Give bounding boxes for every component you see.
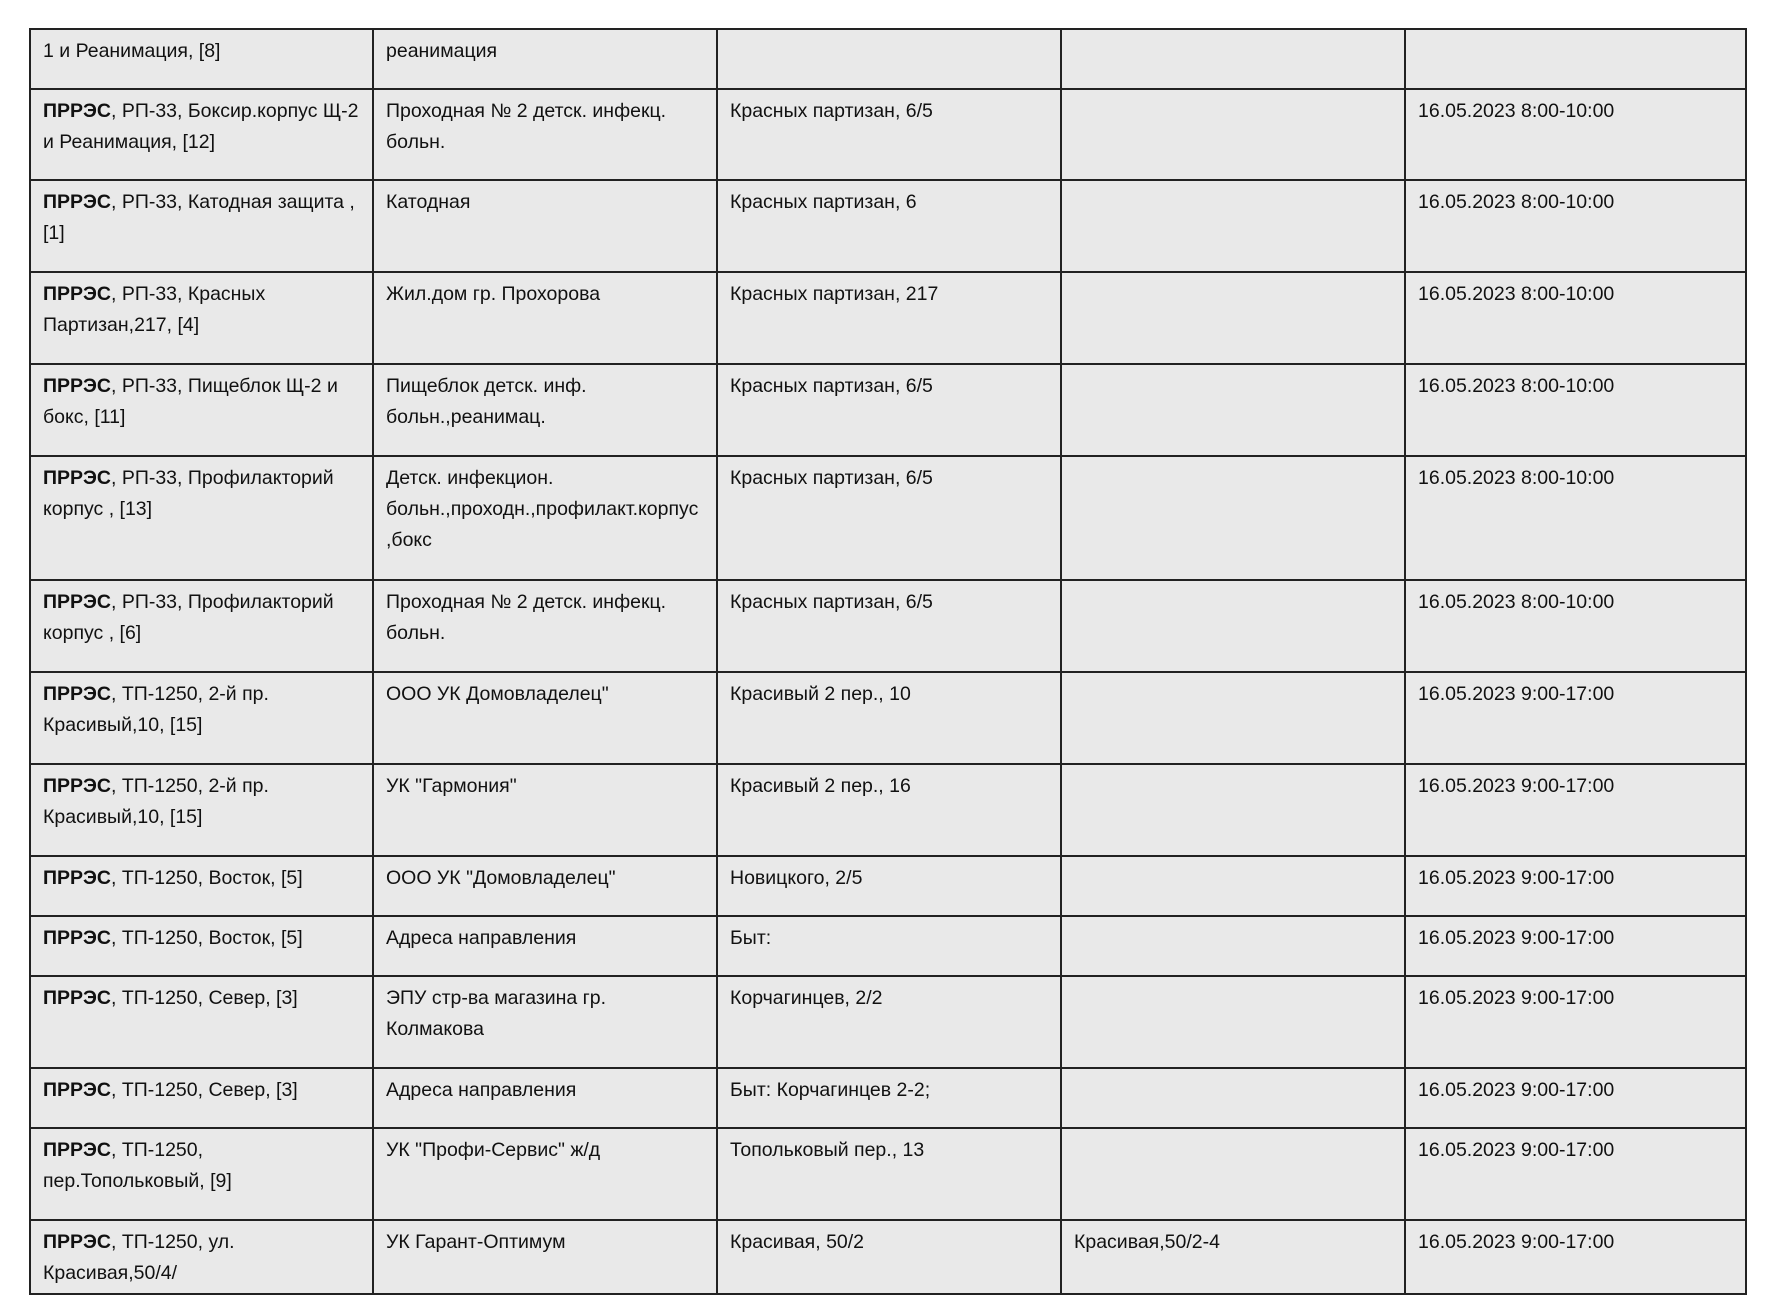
org-name: ПРРЭС <box>43 867 111 889</box>
table-row <box>30 364 1746 456</box>
cell-time: 16.05.2023 9:00-17:00 <box>1405 916 1746 976</box>
cell-address: Быт: Корчагинцев 2-2; <box>717 1068 1061 1128</box>
cell-time: 16.05.2023 9:00-17:00 <box>1405 672 1746 764</box>
cell-time: 16.05.2023 8:00-10:00 <box>1405 456 1746 580</box>
cell-time: 16.05.2023 9:00-17:00 <box>1405 856 1746 916</box>
org-name: ПРРЭС <box>43 927 111 949</box>
table-row <box>30 29 1746 89</box>
feeder-text: , ТП-1250, Восток, [5] <box>110 927 303 949</box>
cell-address: Красных партизан, 6/5 <box>717 364 1061 456</box>
org-name: ПРРЭС <box>43 100 111 122</box>
outage-table <box>29 28 1747 1295</box>
feeder-text: , ТП-1250, 2-й пр. Красивый,10, [15] <box>43 683 269 736</box>
cell-address: Топольковый пер., 13 <box>717 1128 1061 1220</box>
cell-extra <box>1061 364 1405 456</box>
cell-time <box>1405 29 1746 89</box>
cell-extra <box>1061 180 1405 272</box>
org-name: ПРРЭС <box>43 191 111 213</box>
cell-time: 16.05.2023 9:00-17:00 <box>1405 1128 1746 1220</box>
cell-time: 16.05.2023 8:00-10:00 <box>1405 272 1746 364</box>
cell-feeder <box>30 1068 373 1128</box>
cell-time: 16.05.2023 9:00-17:00 <box>1405 1068 1746 1128</box>
cell-consumer: Проходная № 2 детск. инфекц. больн. <box>373 580 717 672</box>
cell-address: Красных партизан, 217 <box>717 272 1061 364</box>
feeder-text: 1 и Реанимация, [8] <box>43 40 221 62</box>
cell-time: 16.05.2023 8:00-10:00 <box>1405 180 1746 272</box>
cell-extra <box>1061 1068 1405 1128</box>
cell-consumer: ООО УК Домовладелец" <box>373 672 717 764</box>
table-row <box>30 976 1746 1068</box>
cell-consumer: Детск. инфекцион. больн.,проходн.,профилакт.корпус ,бокс <box>373 456 717 580</box>
cell-address: Красивый 2 пер., 16 <box>717 764 1061 856</box>
cell-feeder <box>30 1128 373 1220</box>
cell-address: Быт: <box>717 916 1061 976</box>
outage-table-body <box>30 29 1746 1294</box>
table-row <box>30 856 1746 916</box>
cell-feeder <box>30 272 373 364</box>
cell-address <box>717 29 1061 89</box>
table-row <box>30 89 1746 180</box>
cell-feeder <box>30 580 373 672</box>
table-row <box>30 272 1746 364</box>
cell-feeder <box>30 89 373 180</box>
cell-feeder <box>30 672 373 764</box>
table-row <box>30 916 1746 976</box>
cell-address: Корчагинцев, 2/2 <box>717 976 1061 1068</box>
cell-consumer: Жил.дом гр. Прохорова <box>373 272 717 364</box>
cell-feeder <box>30 180 373 272</box>
table-row <box>30 1068 1746 1128</box>
feeder-text: , РП-33, Пищеблок Щ-2 и бокс, [11] <box>43 375 338 428</box>
cell-address: Красивая, 50/2 <box>717 1220 1061 1294</box>
org-name: ПРРЭС <box>43 467 111 489</box>
cell-feeder <box>30 456 373 580</box>
cell-consumer: реанимация <box>373 29 717 89</box>
cell-extra: Красивая,50/2-4 <box>1061 1220 1405 1294</box>
cell-consumer: ЭПУ стр-ва магазина гр. Колмакова <box>373 976 717 1068</box>
cell-extra <box>1061 580 1405 672</box>
feeder-text: , ТП-1250, Север, [3] <box>110 1079 298 1101</box>
feeder-text: , РП-33, Профилакторий корпус , [6] <box>43 591 334 644</box>
cell-consumer: УК "Профи-Сервис" ж/д <box>373 1128 717 1220</box>
cell-time: 16.05.2023 9:00-17:00 <box>1405 976 1746 1068</box>
cell-consumer: Катодная <box>373 180 717 272</box>
cell-extra <box>1061 89 1405 180</box>
cell-address: Красных партизан, 6 <box>717 180 1061 272</box>
feeder-text: , РП-33, Профилакторий корпус , [13] <box>43 467 334 520</box>
cell-extra <box>1061 1128 1405 1220</box>
cell-address: Красных партизан, 6/5 <box>717 89 1061 180</box>
table-row <box>30 1128 1746 1220</box>
cell-address: Красных партизан, 6/5 <box>717 456 1061 580</box>
cell-feeder <box>30 976 373 1068</box>
org-name: ПРРЭС <box>43 1079 111 1101</box>
org-name: ПРРЭС <box>43 1139 111 1161</box>
cell-extra <box>1061 29 1405 89</box>
cell-consumer: Адреса направления <box>373 1068 717 1128</box>
org-name: ПРРЭС <box>43 591 111 613</box>
cell-address: Красных партизан, 6/5 <box>717 580 1061 672</box>
cell-extra <box>1061 856 1405 916</box>
org-name: ПРРЭС <box>43 283 111 305</box>
cell-consumer: УК Гарант-Оптимум <box>373 1220 717 1294</box>
cell-feeder <box>30 1220 373 1294</box>
org-name: ПРРЭС <box>43 683 111 705</box>
table-row <box>30 456 1746 580</box>
feeder-text: , РП-33, Красных Партизан,217, [4] <box>43 283 266 336</box>
feeder-text: , РП-33, Катодная защита , [1] <box>43 191 355 244</box>
org-name: ПРРЭС <box>43 1231 111 1253</box>
feeder-text: , ТП-1250, ул. Красивая,50/4/ <box>43 1231 235 1284</box>
cell-consumer: ООО УК "Домовладелец" <box>373 856 717 916</box>
cell-extra <box>1061 672 1405 764</box>
cell-feeder <box>30 29 373 89</box>
table-row <box>30 764 1746 856</box>
table-row <box>30 580 1746 672</box>
org-name: ПРРЭС <box>43 775 111 797</box>
feeder-text: , ТП-1250, 2-й пр. Красивый,10, [15] <box>43 775 269 828</box>
cell-consumer: Проходная № 2 детск. инфекц. больн. <box>373 89 717 180</box>
cell-time: 16.05.2023 8:00-10:00 <box>1405 364 1746 456</box>
cell-extra <box>1061 976 1405 1068</box>
cell-extra <box>1061 764 1405 856</box>
org-name: ПРРЭС <box>43 375 111 397</box>
table-row <box>30 180 1746 272</box>
cell-extra <box>1061 456 1405 580</box>
cell-time: 16.05.2023 9:00-17:00 <box>1405 1220 1746 1294</box>
feeder-text: , ТП-1250, Восток, [5] <box>110 867 303 889</box>
cell-address: Новицкого, 2/5 <box>717 856 1061 916</box>
cell-feeder <box>30 916 373 976</box>
cell-feeder <box>30 856 373 916</box>
cell-consumer: УК "Гармония" <box>373 764 717 856</box>
cell-time: 16.05.2023 8:00-10:00 <box>1405 580 1746 672</box>
cell-extra <box>1061 916 1405 976</box>
feeder-text: , ТП-1250, пер.Топольковый, [9] <box>43 1139 232 1192</box>
feeder-text: , РП-33, Боксир.корпус Щ-2 и Реанимация, [12] <box>43 100 359 153</box>
cell-time: 16.05.2023 8:00-10:00 <box>1405 89 1746 180</box>
cell-time: 16.05.2023 9:00-17:00 <box>1405 764 1746 856</box>
org-name: ПРРЭС <box>43 987 111 1009</box>
cell-feeder <box>30 764 373 856</box>
cell-extra <box>1061 272 1405 364</box>
cell-address: Красивый 2 пер., 10 <box>717 672 1061 764</box>
table-row <box>30 1220 1746 1294</box>
feeder-text: , ТП-1250, Север, [3] <box>110 987 298 1009</box>
table-row <box>30 672 1746 764</box>
cell-feeder <box>30 364 373 456</box>
cell-consumer: Пищеблок детск. инф. больн.,реанимац. <box>373 364 717 456</box>
cell-consumer: Адреса направления <box>373 916 717 976</box>
